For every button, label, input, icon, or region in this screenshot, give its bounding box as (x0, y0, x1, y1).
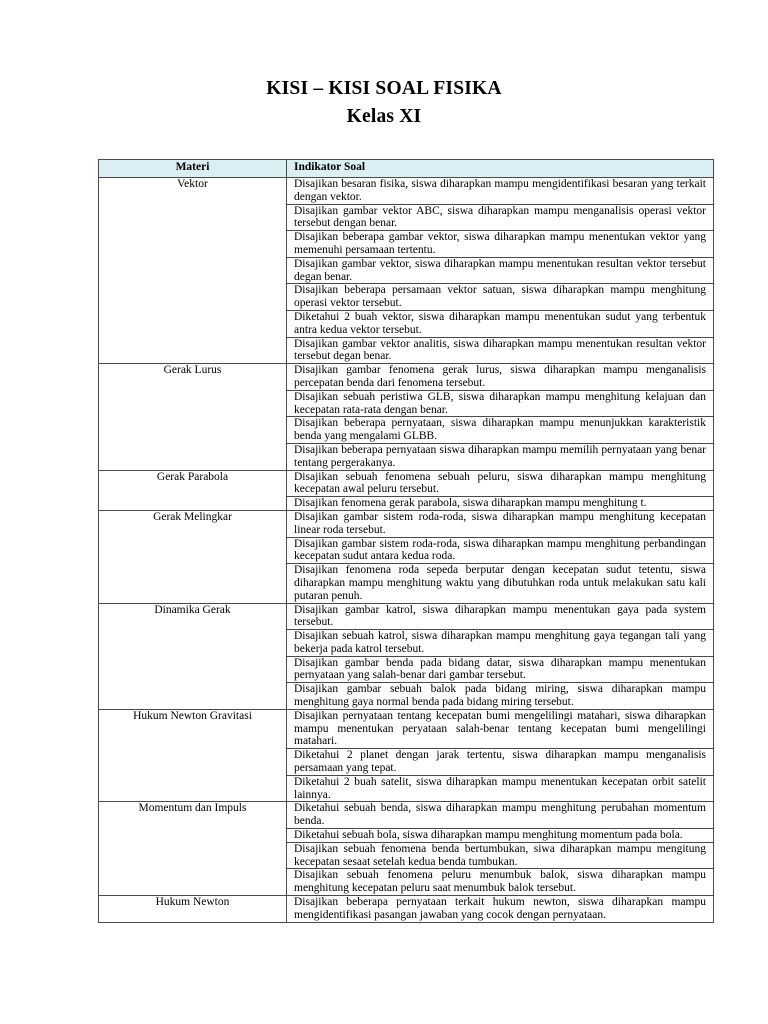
table-row (99, 510, 714, 537)
materi-cell: Vektor (99, 178, 287, 364)
table-row (99, 178, 714, 205)
materi-cell: Dinamika Gerak (99, 603, 287, 709)
indikator-cell: Diketahui 2 buah satelit, siswa diharapkan mampu menentukan kecepatan orbit satelit lainnya. (287, 775, 714, 802)
indikator-cell: Disajikan gambar fenomena gerak lurus, siswa diharapkan mampu menganalisis percepatan benda dari fenomena tersebut. (287, 364, 714, 391)
indikator-cell: Disajikan beberapa pernyataan siswa diharapkan mampu memilih pernyataan yang benar tentang pergerakanya. (287, 443, 714, 470)
indikator-cell: Disajikan beberapa pernyataan terkait hukum newton, siswa diharapkan mampu mengidentifikasi pasangan jawaban yang cocok dengan pernyataan. (287, 896, 714, 923)
table-row (99, 470, 714, 497)
table-row (99, 802, 714, 829)
indikator-cell: Diketahui 2 buah vektor, siswa diharapkan mampu menentukan sudut yang terbentuk antra kedua vektor tersebut. (287, 310, 714, 337)
materi-cell: Gerak Parabola (99, 470, 287, 510)
indikator-cell: Disajikan pernyataan tentang kecepatan bumi mengelilingi matahari, siswa diharapkan mampu menentukan peryataan salah-benar tentang kecepatan bumi mengelilingi matahari. (287, 709, 714, 748)
table-row (99, 603, 714, 630)
indikator-cell: Disajikan beberapa persamaan vektor satuan, siswa diharapkan mampu menghitung operasi vektor tersebut. (287, 284, 714, 311)
indikator-cell: Disajikan sebuah fenomena peluru menumbuk balok, siswa diharapkan mampu menghitung kecepatan peluru saat menumbuk balok tersebut. (287, 869, 714, 896)
materi-cell: Hukum Newton Gravitasi (99, 709, 287, 802)
indikator-cell: Disajikan beberapa pernyataan, siswa diharapkan mampu menunjukkan karakteristik benda yang mengalami GLBB. (287, 417, 714, 444)
kisi-kisi-table (98, 159, 714, 923)
table-row (99, 364, 714, 391)
indikator-cell: Disajikan gambar benda pada bidang datar, siswa diharapkan mampu menentukan pernyataan yang salah-benar dari gambar tersebut. (287, 656, 714, 683)
indikator-cell: Disajikan sebuah fenomena sebuah peluru, siswa diharapkan mampu menghitung kecepatan awal peluru tersebut. (287, 470, 714, 497)
table-body (99, 178, 714, 923)
table-row (99, 896, 714, 923)
indikator-cell: Diketahui sebuah bola, siswa diharapkan mampu menghitung momentum pada bola. (287, 829, 714, 843)
indikator-cell: Disajikan fenomena roda sepeda berputar dengan kecepatan sudut tetentu, siswa diharapkan mampu menghitung waktu yang dibutuhkan roda untuk melakukan satu kali putaran penuh. (287, 564, 714, 603)
document-title: KISI – KISI SOAL FISIKA (266, 78, 502, 99)
table-header-row (99, 160, 714, 178)
indikator-cell: Disajikan sebuah peristiwa GLB, siswa diharapkan mampu menghitung kelajuan dan kecepatan rata-rata dengan benar. (287, 390, 714, 417)
materi-cell: Gerak Lurus (99, 364, 287, 470)
indikator-cell: Disajikan gambar sistem roda-roda, siswa diharapkan mampu menghitung kecepatan linear roda tersebut. (287, 510, 714, 537)
indikator-cell: Disajikan gambar sistem roda-roda, siswa diharapkan mampu menghitung perbandingan kecepatan sudut antara kedua roda. (287, 537, 714, 564)
indikator-cell: Disajikan gambar katrol, siswa diharapkan mampu menentukan gaya pada system tersebut. (287, 603, 714, 630)
indikator-cell: Disajikan gambar vektor analitis, siswa diharapkan mampu menentukan resultan vektor tersebut degan benar. (287, 337, 714, 364)
indikator-cell: Diketahui 2 planet dengan jarak tertentu, siswa diharapkan mampu menganalisis persamaan yang tepat. (287, 749, 714, 776)
indikator-cell: Disajikan gambar sebuah balok pada bidang miring, siswa diharapkan mampu menghitung gaya normal benda pada bidang miring tersebut. (287, 683, 714, 710)
indikator-cell: Disajikan gambar vektor ABC, siswa diharapkan mampu menganalisis operasi vektor tersebut dengan benar. (287, 204, 714, 231)
indikator-cell: Disajikan fenomena gerak parabola, siswa diharapkan mampu menghitung t. (287, 497, 714, 511)
indikator-cell: Disajikan sebuah katrol, siswa diharapkan mampu menghitung gaya tegangan tali yang bekerja pada katrol tersebut. (287, 630, 714, 657)
materi-cell: Hukum Newton (99, 896, 287, 923)
indikator-cell: Disajikan beberapa gambar vektor, siswa diharapkan mampu menentukan vektor yang memenuhi persamaan tertentu. (287, 231, 714, 258)
materi-cell: Gerak Melingkar (99, 510, 287, 603)
indikator-cell: Disajikan besaran fisika, siswa diharapkan mampu mengidentifikasi besaran yang terkait dengan vektor. (287, 178, 714, 205)
table-row (99, 709, 714, 748)
header-indikator-soal: Indikator Soal (287, 160, 714, 178)
indikator-cell: Diketahui sebuah benda, siswa diharapkan mampu menghitung perubahan momentum benda. (287, 802, 714, 829)
document-subtitle: Kelas XI (346, 106, 422, 127)
header-materi: Materi (99, 160, 287, 178)
materi-cell: Momentum dan Impuls (99, 802, 287, 896)
indikator-cell: Disajikan gambar vektor, siswa diharapkan mampu menentukan resultan vektor tersebut degan benar. (287, 257, 714, 284)
indikator-cell: Disajikan sebuah fenomena benda bertumbukan, siwa diharapkan mampu mengitung kecepatan sesaat setelah kedua benda tumbukan. (287, 842, 714, 869)
